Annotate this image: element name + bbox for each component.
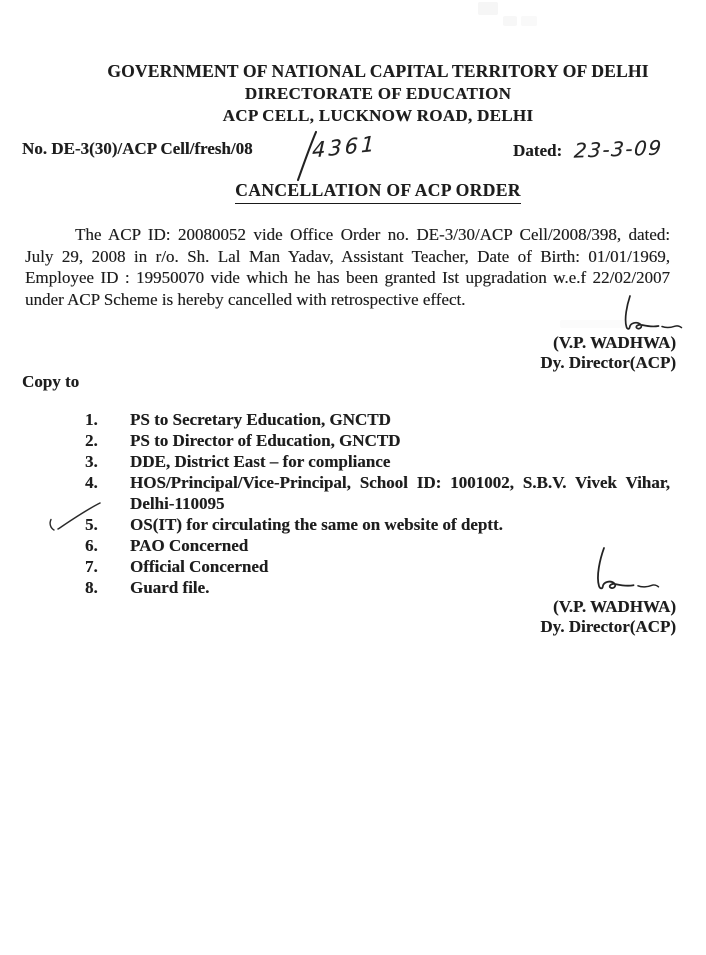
scan-artifact <box>503 16 517 26</box>
scan-artifact <box>521 16 537 26</box>
item-number: 6. <box>85 536 98 555</box>
signatory-designation: Dy. Director(ACP) <box>540 353 676 372</box>
item-number: 5. <box>85 515 98 534</box>
order-body-paragraph: The ACP ID: 20080052 vide Office Order no. DE-3/30/ACP Cell/2008/398, dated: July 29, 2008 in r/o. Sh. Lal Man Yadav, Assistant Teacher, Date of Birth: 01/01/1969, Employee ID : 19950070 vide which he has been granted Ist upgradation w.e.f 22/02/2007 under ACP Scheme is hereby cancelled with retrospective effect. <box>25 225 670 309</box>
org-name: GOVERNMENT OF NATIONAL CAPITAL TERRITORY OF DELHI <box>107 61 649 81</box>
item-text: PS to Secretary Education, GNCTD <box>130 410 391 429</box>
copy-list-item <box>0 451 706 472</box>
signatory-name: (V.P. WADHWA) <box>553 333 676 352</box>
signature-scribble-icon <box>580 546 672 598</box>
handwritten-ref-number: 4361 <box>311 131 378 163</box>
item-text: PS to Director of Education, GNCTD <box>130 431 401 450</box>
item-text: HOS/Principal/Vice-Principal, School ID: 1001002, S.B.V. Vivek Vihar, Delhi-110095 <box>130 473 670 513</box>
item-number: 3. <box>85 452 98 471</box>
item-number: 4. <box>85 473 98 492</box>
item-text: DDE, District East – for compliance <box>130 452 391 471</box>
item-text: Official Concerned <box>130 557 269 576</box>
item-text: PAO Concerned <box>130 536 249 555</box>
tick-mark-icon <box>44 498 108 540</box>
signatory-designation: Dy. Director(ACP) <box>540 617 676 636</box>
item-number: 2. <box>85 431 98 450</box>
signatory-name: (V.P. WADHWA) <box>553 597 676 616</box>
copy-to-label: Copy to <box>22 372 80 391</box>
signature-block <box>540 333 676 373</box>
dated-label: Dated: <box>513 141 563 160</box>
order-title: CANCELLATION OF ACP ORDER <box>235 180 521 204</box>
copy-list-item <box>0 409 706 430</box>
handwritten-date: 23-3-09 <box>573 135 664 163</box>
scan-artifact <box>478 2 498 15</box>
item-number: 1. <box>85 410 98 429</box>
item-text: OS(IT) for circulating the same on website of deptt. <box>130 515 503 534</box>
copy-list-item <box>0 430 706 451</box>
signature-block <box>540 597 676 637</box>
ref-number-label: No. DE-3(30)/ACP Cell/fresh/08 <box>22 139 253 158</box>
office-address: ACP CELL, LUCKNOW ROAD, DELHI <box>222 106 534 125</box>
title-row <box>50 180 706 204</box>
item-number: 8. <box>85 578 98 597</box>
dept-name: DIRECTORATE OF EDUCATION <box>244 83 512 103</box>
item-text: Guard file. <box>130 578 210 597</box>
item-number: 7. <box>85 557 98 576</box>
letterhead <box>50 60 706 128</box>
